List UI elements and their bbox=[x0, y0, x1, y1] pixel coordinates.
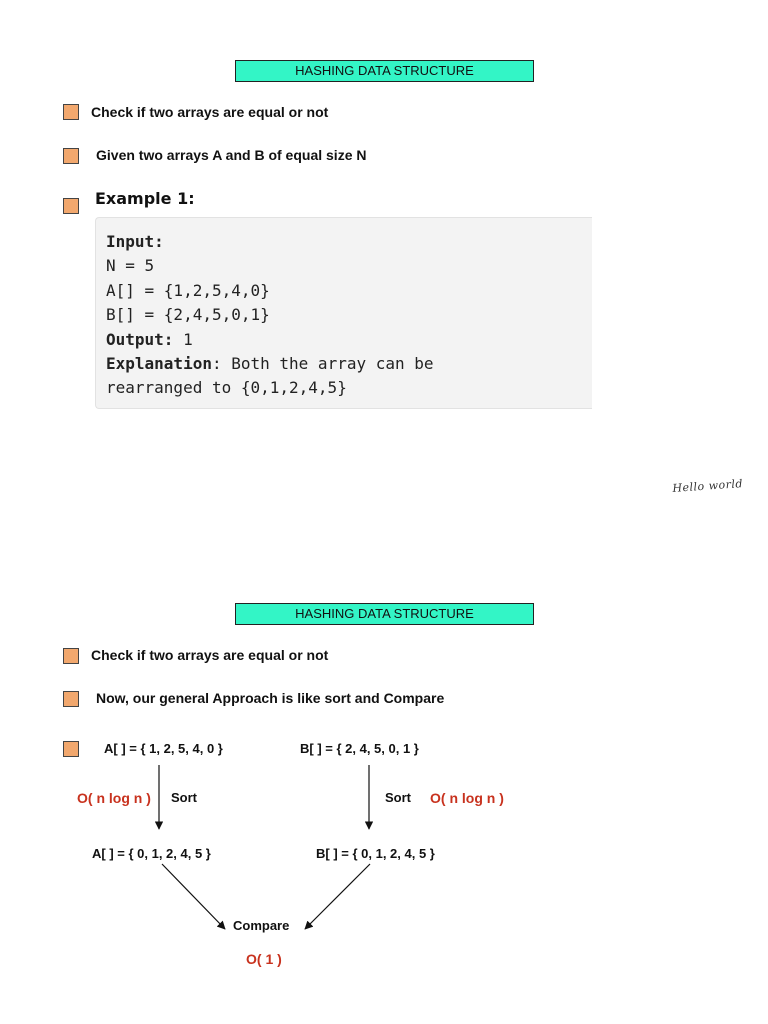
bullet-text: Check if two arrays are equal or not bbox=[91, 104, 329, 120]
array-b-sorted: B[ ] = { 0, 1, 2, 4, 5 } bbox=[316, 846, 435, 861]
section-banner: HASHING DATA STRUCTURE bbox=[235, 60, 534, 82]
compare-arrow-right bbox=[305, 864, 370, 929]
bullet-text: Check if two arrays are equal or not bbox=[91, 647, 329, 663]
input-label: Input: bbox=[106, 232, 164, 251]
bullet-text: Now, our general Approach is like sort and Compare bbox=[96, 690, 445, 706]
explanation-label: Explanation bbox=[106, 354, 212, 374]
output-value: 1 bbox=[173, 329, 193, 349]
output-label: Output: bbox=[106, 329, 174, 349]
n-line: N = 5 bbox=[106, 256, 155, 276]
compare-arrow-left bbox=[162, 864, 225, 929]
compare-complexity: O( 1 ) bbox=[246, 951, 282, 967]
explanation-text: : Both the array can be bbox=[211, 354, 434, 374]
compare-label: Compare bbox=[233, 918, 290, 933]
b-line: B[] = {2,4,5,0,1} bbox=[106, 305, 270, 325]
sort-label-left: Sort bbox=[171, 790, 197, 805]
handwritten-note: Hello world bbox=[672, 477, 744, 495]
section-banner: HASHING DATA STRUCTURE bbox=[235, 603, 534, 625]
complexity-left: O( n log n ) bbox=[77, 790, 151, 806]
explanation-line2: rearranged to {0,1,2,4,5} bbox=[106, 378, 347, 398]
array-a-sorted: A[ ] = { 0, 1, 2, 4, 5 } bbox=[92, 846, 211, 861]
a-line: A[] = {1,2,5,4,0} bbox=[106, 280, 270, 300]
array-b-unsorted: B[ ] = { 2, 4, 5, 0, 1 } bbox=[300, 741, 419, 756]
bullet-text: Given two arrays A and B of equal size N bbox=[96, 147, 367, 163]
sort-label-right: Sort bbox=[385, 790, 411, 805]
complexity-right: O( n log n ) bbox=[430, 790, 504, 806]
example-heading: Example 1: bbox=[95, 189, 195, 208]
array-a-unsorted: A[ ] = { 1, 2, 5, 4, 0 } bbox=[104, 741, 223, 756]
